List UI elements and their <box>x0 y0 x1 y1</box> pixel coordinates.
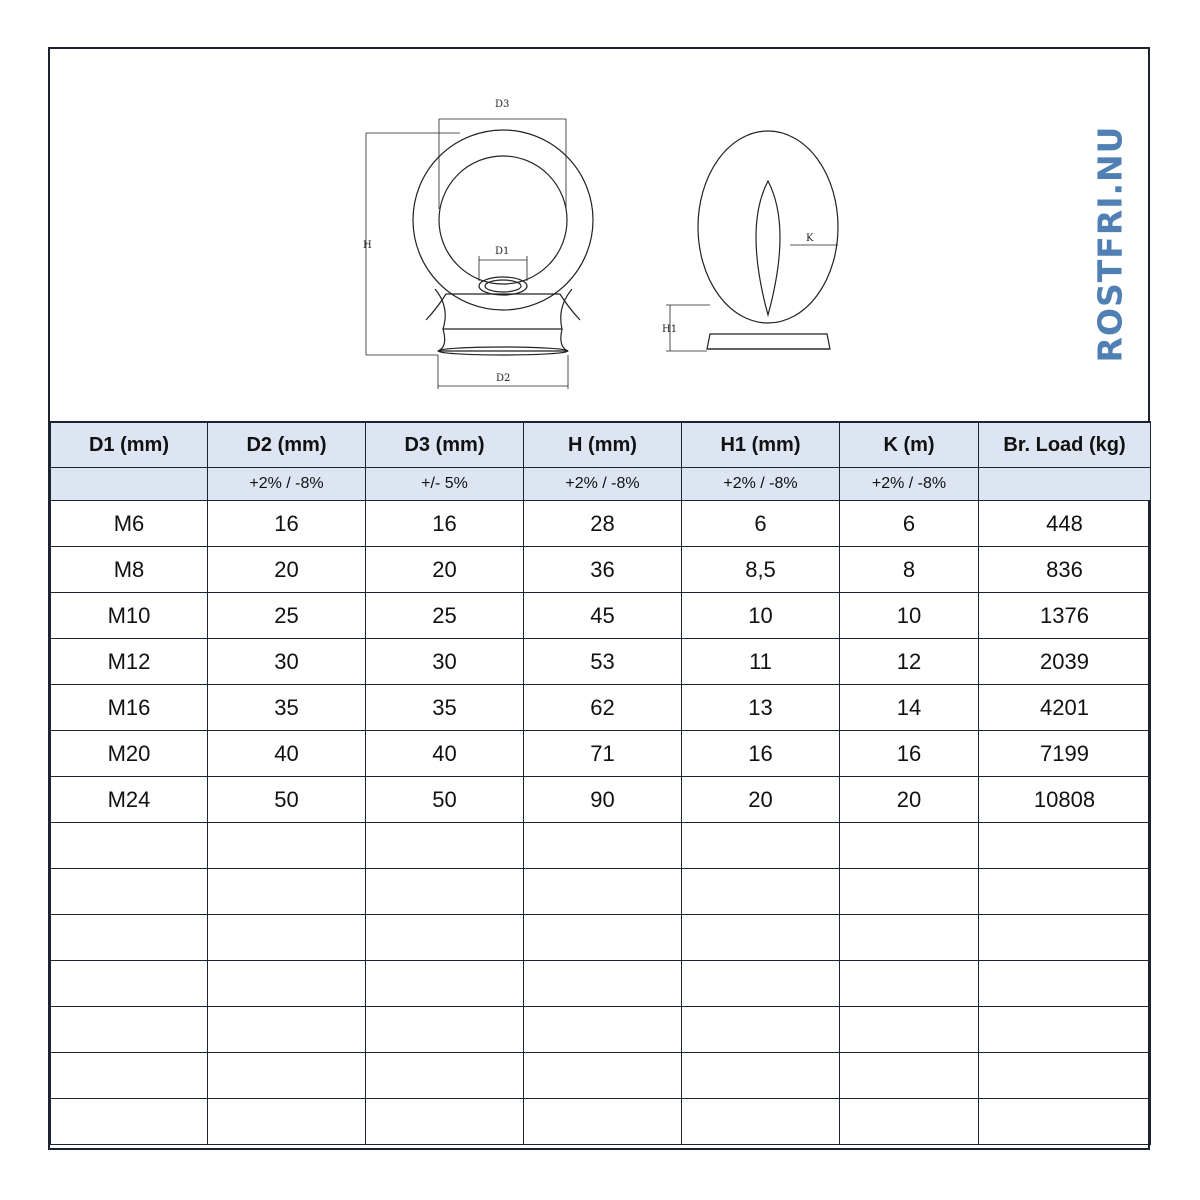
cell-h <box>524 915 682 961</box>
cell-d1 <box>51 869 208 915</box>
cell-d1 <box>51 1099 208 1145</box>
cell-d3: 16 <box>366 501 524 547</box>
cell-d2: 50 <box>208 777 366 823</box>
cell-d3 <box>366 961 524 1007</box>
cell-d3 <box>366 1007 524 1053</box>
cell-d3: 35 <box>366 685 524 731</box>
label-d2: D2 <box>496 373 511 384</box>
tolerance-d3: +/- 5% <box>366 468 524 501</box>
label-h: H <box>363 240 372 251</box>
cell-k <box>840 1053 979 1099</box>
cell-k <box>840 1099 979 1145</box>
table-row <box>51 593 1151 639</box>
cell-d3 <box>366 869 524 915</box>
cell-h1 <box>682 1007 840 1053</box>
cell-k: 12 <box>840 639 979 685</box>
cell-breaking-load: 2039 <box>979 639 1151 685</box>
cell-h1 <box>682 869 840 915</box>
cell-k <box>840 823 979 869</box>
cell-d1: M24 <box>51 777 208 823</box>
header-breaking-load: Br. Load (kg) <box>979 422 1151 468</box>
table-row <box>51 823 1151 869</box>
tolerance-k: +2% / -8% <box>840 468 979 501</box>
tolerance-breaking-load <box>979 468 1151 501</box>
cell-h <box>524 1007 682 1053</box>
cell-d2: 30 <box>208 639 366 685</box>
eye-nut-drawing <box>50 49 1150 421</box>
cell-d2 <box>208 961 366 1007</box>
cell-d1 <box>51 1007 208 1053</box>
cell-k <box>840 915 979 961</box>
cell-k: 16 <box>840 731 979 777</box>
cell-h1 <box>682 1099 840 1145</box>
cell-h1 <box>682 823 840 869</box>
brand-logo-text: ROSTFRI.NU <box>1090 125 1130 363</box>
table-row <box>51 1007 1151 1053</box>
cell-breaking-load <box>979 915 1151 961</box>
table-row <box>51 547 1151 593</box>
cell-d3 <box>366 1099 524 1145</box>
cell-h1: 16 <box>682 731 840 777</box>
cell-h <box>524 823 682 869</box>
label-k: K <box>806 233 814 244</box>
front-dimension-lines <box>366 119 568 389</box>
cell-k: 14 <box>840 685 979 731</box>
table-row <box>51 869 1151 915</box>
cell-h1: 6 <box>682 501 840 547</box>
cell-breaking-load: 4201 <box>979 685 1151 731</box>
dimension-table <box>50 421 1151 1145</box>
cell-h: 90 <box>524 777 682 823</box>
cell-d2 <box>208 1099 366 1145</box>
cell-d1: M16 <box>51 685 208 731</box>
spec-sheet-frame <box>48 47 1150 1150</box>
cell-h1 <box>682 961 840 1007</box>
cell-d3: 30 <box>366 639 524 685</box>
table-row <box>51 501 1151 547</box>
tolerance-row <box>51 468 1151 501</box>
cell-breaking-load <box>979 869 1151 915</box>
cell-d1: M6 <box>51 501 208 547</box>
cell-breaking-load: 10808 <box>979 777 1151 823</box>
cell-d2 <box>208 869 366 915</box>
cell-d2: 20 <box>208 547 366 593</box>
cell-h1: 8,5 <box>682 547 840 593</box>
cell-k <box>840 961 979 1007</box>
cell-h <box>524 961 682 1007</box>
cell-h: 53 <box>524 639 682 685</box>
cell-d2 <box>208 1007 366 1053</box>
cell-k <box>840 1007 979 1053</box>
label-d3: D3 <box>495 99 510 110</box>
cell-h1 <box>682 1053 840 1099</box>
tolerance-h1: +2% / -8% <box>682 468 840 501</box>
table-row <box>51 915 1151 961</box>
side-dimension-lines <box>666 245 838 351</box>
cell-k: 10 <box>840 593 979 639</box>
table-body <box>51 501 1151 1145</box>
cell-breaking-load <box>979 823 1151 869</box>
cell-h: 71 <box>524 731 682 777</box>
table-row <box>51 685 1151 731</box>
table-row <box>51 961 1151 1007</box>
cell-d1: M10 <box>51 593 208 639</box>
table-row <box>51 1099 1151 1145</box>
cell-k <box>840 869 979 915</box>
cell-d2: 35 <box>208 685 366 731</box>
cell-d1: M20 <box>51 731 208 777</box>
cell-h <box>524 1053 682 1099</box>
cell-d3: 25 <box>366 593 524 639</box>
label-d1: D1 <box>495 246 510 257</box>
cell-k: 8 <box>840 547 979 593</box>
cell-d2 <box>208 915 366 961</box>
cell-d1: M8 <box>51 547 208 593</box>
tolerance-d1 <box>51 468 208 501</box>
tolerance-h: +2% / -8% <box>524 468 682 501</box>
side-view <box>698 131 838 349</box>
cell-breaking-load <box>979 961 1151 1007</box>
cell-h: 45 <box>524 593 682 639</box>
cell-d2: 16 <box>208 501 366 547</box>
cell-breaking-load: 448 <box>979 501 1151 547</box>
cell-d1: M12 <box>51 639 208 685</box>
cell-d3: 40 <box>366 731 524 777</box>
header-row <box>51 422 1151 468</box>
cell-d3 <box>366 1053 524 1099</box>
cell-d3 <box>366 915 524 961</box>
cell-d2: 40 <box>208 731 366 777</box>
table-row <box>51 639 1151 685</box>
header-d2: D2 (mm) <box>208 422 366 468</box>
cell-d1 <box>51 961 208 1007</box>
cell-k: 20 <box>840 777 979 823</box>
cell-breaking-load <box>979 1053 1151 1099</box>
cell-h1: 20 <box>682 777 840 823</box>
cell-d2: 25 <box>208 593 366 639</box>
cell-h <box>524 1099 682 1145</box>
header-d3: D3 (mm) <box>366 422 524 468</box>
cell-h1 <box>682 915 840 961</box>
header-k: K (m) <box>840 422 979 468</box>
cell-d1 <box>51 915 208 961</box>
cell-h <box>524 869 682 915</box>
tolerance-d2: +2% / -8% <box>208 468 366 501</box>
brand-logo <box>1080 89 1140 399</box>
cell-d2 <box>208 1053 366 1099</box>
header-h: H (mm) <box>524 422 682 468</box>
cell-breaking-load <box>979 1099 1151 1145</box>
cell-breaking-load: 1376 <box>979 593 1151 639</box>
table-row <box>51 1053 1151 1099</box>
cell-d3: 20 <box>366 547 524 593</box>
technical-drawing <box>50 49 1150 421</box>
cell-breaking-load: 836 <box>979 547 1151 593</box>
cell-h1: 13 <box>682 685 840 731</box>
cell-d2 <box>208 823 366 869</box>
cell-d3: 50 <box>366 777 524 823</box>
cell-breaking-load: 7199 <box>979 731 1151 777</box>
header-h1: H1 (mm) <box>682 422 840 468</box>
label-h1: H1 <box>662 324 678 335</box>
cell-h1: 11 <box>682 639 840 685</box>
cell-h: 36 <box>524 547 682 593</box>
cell-k: 6 <box>840 501 979 547</box>
cell-breaking-load <box>979 1007 1151 1053</box>
cell-h1: 10 <box>682 593 840 639</box>
header-d1: D1 (mm) <box>51 422 208 468</box>
cell-d1 <box>51 1053 208 1099</box>
cell-d3 <box>366 823 524 869</box>
cell-d1 <box>51 823 208 869</box>
table-row <box>51 777 1151 823</box>
cell-h: 62 <box>524 685 682 731</box>
table-row <box>51 731 1151 777</box>
cell-h: 28 <box>524 501 682 547</box>
